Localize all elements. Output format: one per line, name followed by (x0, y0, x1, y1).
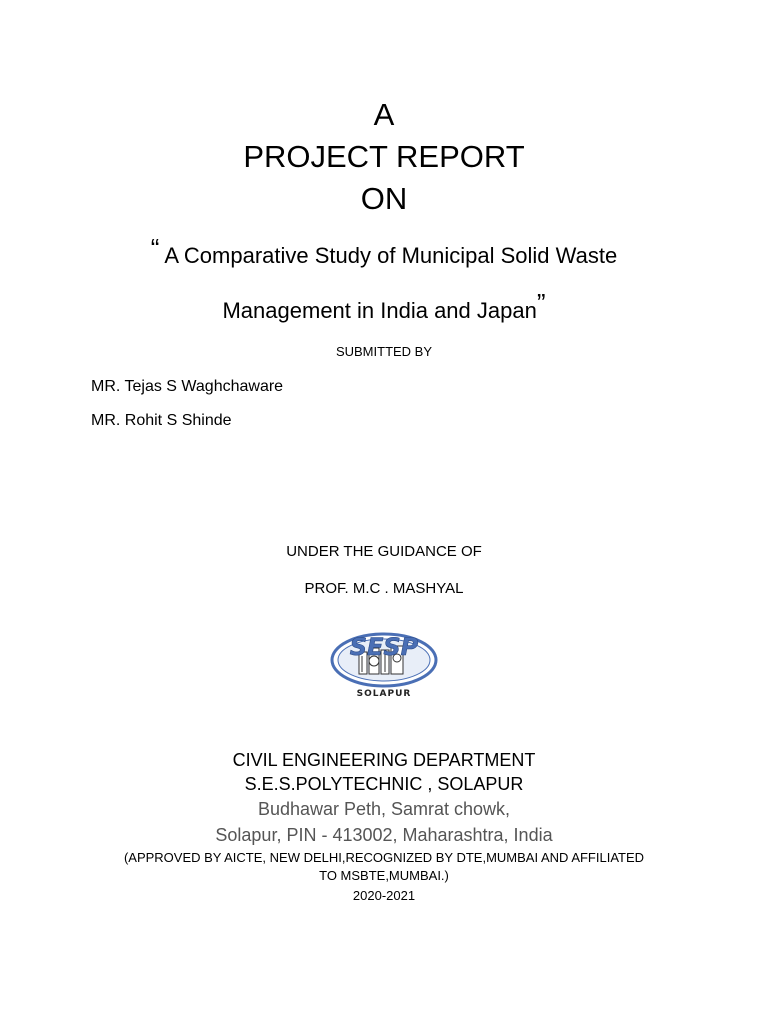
guidance-label: UNDER THE GUIDANCE OF (286, 543, 482, 560)
sesp-logo-graphic (329, 628, 439, 702)
address-line-2: Solapur, PIN - 413002, Maharashtra, India (215, 825, 553, 845)
approval-line-2: TO MSBTE,MUMBAI.) (319, 868, 449, 883)
approval-line-1: (APPROVED BY AICTE, NEW DELHI,RECOGNIZED BY DTE,MUMBAI AND AFFILIATED (123, 850, 645, 865)
department-name: CIVIL ENGINEERING DEPARTMENT (232, 750, 536, 770)
guide-name: PROF. M.C . MASHYAL (304, 580, 464, 597)
logo-text: SESP (349, 633, 419, 661)
topic-text-line-1: A Comparative Study of Municipal Solid Waste (159, 243, 618, 268)
open-quote: “ (150, 233, 160, 263)
logo-subtext: SOLAPUR (356, 689, 412, 699)
heading-line-project-report: PROJECT REPORT (243, 139, 525, 174)
heading-line-on: ON (360, 181, 408, 216)
topic-line-2 (0, 288, 768, 325)
college-name: S.E.S.POLYTECHNIC , SOLAPUR (244, 774, 524, 794)
topic-line-1 (0, 233, 768, 270)
academic-year: 2020-2021 (352, 888, 416, 903)
author-name: MR. Tejas S Waghchaware (91, 378, 284, 395)
topic-text-line-2: Management in India and Japan (222, 298, 537, 323)
college-logo (329, 628, 439, 702)
address-line-1: Budhawar Peth, Samrat chowk, (257, 799, 511, 819)
author-name: MR. Rohit S Shinde (91, 412, 232, 429)
submitted-by-label: SUBMITTED BY (335, 344, 433, 359)
close-quote: ” (536, 288, 546, 318)
heading-line-a: A (373, 97, 395, 132)
